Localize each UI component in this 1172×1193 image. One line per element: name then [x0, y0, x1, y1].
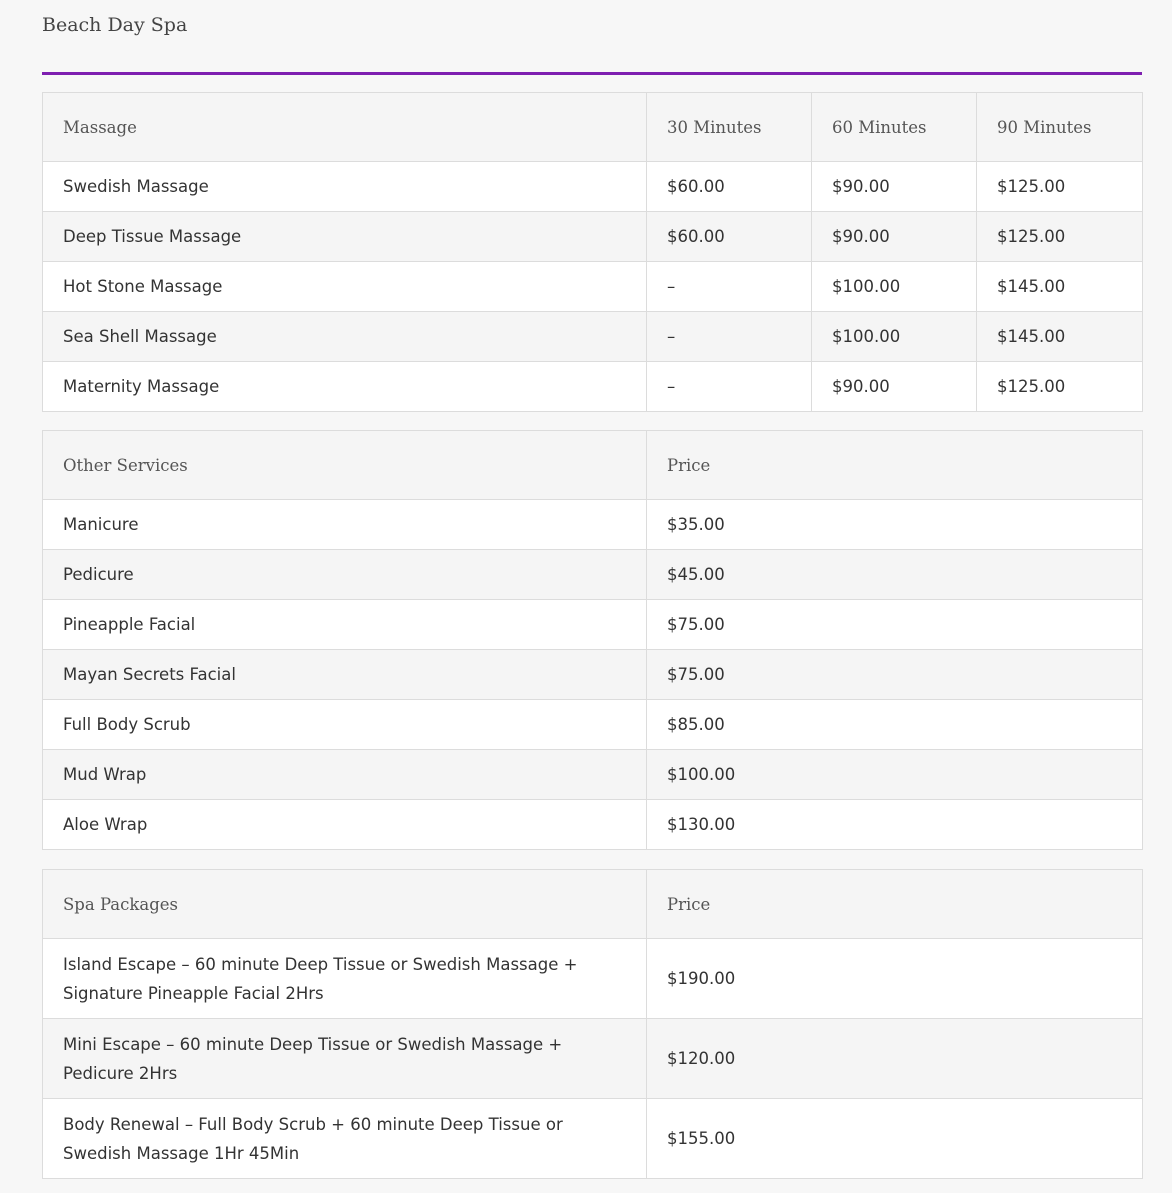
- price-60: $100.00: [812, 312, 977, 362]
- service-name: Maternity Massage: [43, 362, 647, 412]
- price-30: –: [647, 362, 812, 412]
- price-90: $125.00: [977, 212, 1143, 262]
- price-90: $145.00: [977, 262, 1143, 312]
- table-header-row: [43, 93, 1143, 162]
- table-row: [43, 1019, 1143, 1099]
- header-30-minutes: 30 Minutes: [647, 93, 812, 162]
- service-name: Mayan Secrets Facial: [43, 650, 647, 700]
- service-name: Pedicure: [43, 550, 647, 600]
- spa-packages-table: [42, 869, 1143, 1179]
- table-row: [43, 939, 1143, 1019]
- package-price: $190.00: [647, 939, 1143, 1019]
- price-60: $90.00: [812, 212, 977, 262]
- header-massage: Massage: [43, 93, 647, 162]
- header-spa-packages: Spa Packages: [43, 870, 647, 939]
- table-row: [43, 700, 1143, 750]
- price-90: $145.00: [977, 312, 1143, 362]
- price-60: $90.00: [812, 362, 977, 412]
- service-price: $45.00: [647, 550, 1143, 600]
- table-row: [43, 312, 1143, 362]
- header-60-minutes: 60 Minutes: [812, 93, 977, 162]
- table-row: [43, 212, 1143, 262]
- service-price: $75.00: [647, 600, 1143, 650]
- header-other-services: Other Services: [43, 431, 647, 500]
- header-90-minutes: 90 Minutes: [977, 93, 1143, 162]
- package-name: Island Escape – 60 minute Deep Tissue or Swedish Massage + Signature Pineapple Facial 2Hrs: [43, 939, 647, 1019]
- package-price: $120.00: [647, 1019, 1143, 1099]
- other-services-table: [42, 430, 1143, 850]
- package-price: $155.00: [647, 1099, 1143, 1179]
- service-name: Full Body Scrub: [43, 700, 647, 750]
- service-name: Pineapple Facial: [43, 600, 647, 650]
- header-price: Price: [647, 431, 1143, 500]
- header-price: Price: [647, 870, 1143, 939]
- service-name: Aloe Wrap: [43, 800, 647, 850]
- service-name: Hot Stone Massage: [43, 262, 647, 312]
- package-name: Mini Escape – 60 minute Deep Tissue or Swedish Massage + Pedicure 2Hrs: [43, 1019, 647, 1099]
- page-title: Beach Day Spa: [42, 14, 188, 36]
- table-row: [43, 362, 1143, 412]
- table-row: [43, 800, 1143, 850]
- service-price: $75.00: [647, 650, 1143, 700]
- service-name: Manicure: [43, 500, 647, 550]
- price-90: $125.00: [977, 362, 1143, 412]
- service-name: Deep Tissue Massage: [43, 212, 647, 262]
- table-header-row: [43, 870, 1143, 939]
- table-row: [43, 262, 1143, 312]
- table-row: [43, 1099, 1143, 1179]
- price-60: $100.00: [812, 262, 977, 312]
- price-30: $60.00: [647, 212, 812, 262]
- price-90: $125.00: [977, 162, 1143, 212]
- table-row: [43, 750, 1143, 800]
- price-30: $60.00: [647, 162, 812, 212]
- table-row: [43, 600, 1143, 650]
- price-30: –: [647, 312, 812, 362]
- price-30: –: [647, 262, 812, 312]
- service-name: Sea Shell Massage: [43, 312, 647, 362]
- service-name: Swedish Massage: [43, 162, 647, 212]
- table-row: [43, 650, 1143, 700]
- package-name: Body Renewal – Full Body Scrub + 60 minute Deep Tissue or Swedish Massage 1Hr 45Min: [43, 1099, 647, 1179]
- price-60: $90.00: [812, 162, 977, 212]
- service-price: $35.00: [647, 500, 1143, 550]
- table-row: [43, 500, 1143, 550]
- massage-price-table: [42, 92, 1143, 412]
- service-price: $130.00: [647, 800, 1143, 850]
- title-divider: [42, 72, 1142, 75]
- service-name: Mud Wrap: [43, 750, 647, 800]
- table-row: [43, 550, 1143, 600]
- table-header-row: [43, 431, 1143, 500]
- service-price: $85.00: [647, 700, 1143, 750]
- table-row: [43, 162, 1143, 212]
- service-price: $100.00: [647, 750, 1143, 800]
